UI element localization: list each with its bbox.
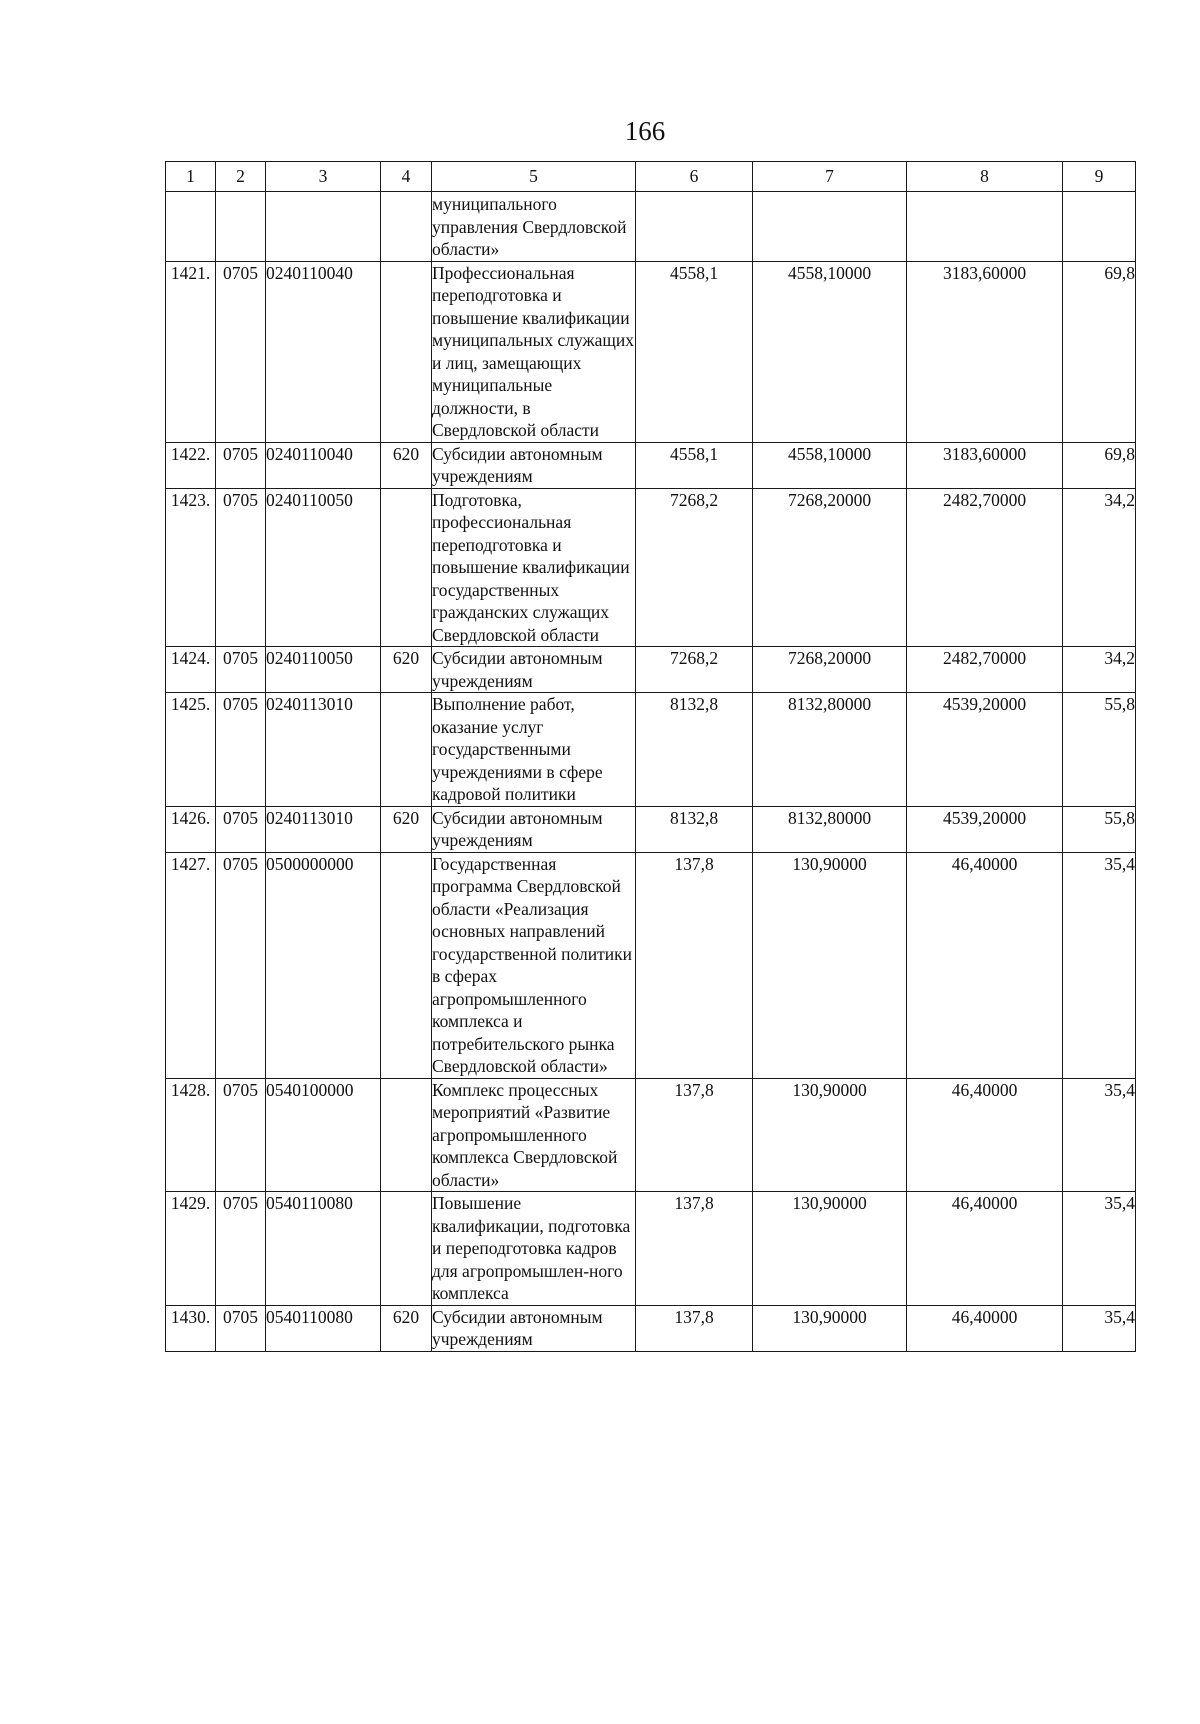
table-row	[166, 1305, 1136, 1351]
cell-num: 1428.	[166, 1078, 216, 1192]
cell-num	[166, 192, 216, 262]
table-row	[166, 1078, 1136, 1192]
cell-v8: 2482,70000	[907, 488, 1063, 647]
header-cell: 8	[907, 162, 1063, 192]
cell-v6: 137,8	[636, 852, 753, 1078]
table-row	[166, 261, 1136, 442]
cell-csr: 0240110050	[266, 488, 381, 647]
cell-razdel: 0705	[216, 261, 266, 442]
cell-v6: 7268,2	[636, 488, 753, 647]
cell-v8: 46,40000	[907, 1192, 1063, 1306]
cell-v6: 4558,1	[636, 442, 753, 488]
cell-v6: 8132,8	[636, 693, 753, 807]
cell-csr: 0240110050	[266, 647, 381, 693]
page-number: 166	[624, 116, 666, 146]
header-cell: 3	[266, 162, 381, 192]
cell-v9: 69,8	[1063, 261, 1136, 442]
cell-vr: 620	[381, 647, 432, 693]
cell-v6: 7268,2	[636, 647, 753, 693]
cell-vr	[381, 1192, 432, 1306]
cell-name: Комплекс процессных мероприятий «Развитие агропромышленного комплекса Свердловской области»	[432, 1078, 636, 1192]
cell-v6: 137,8	[636, 1078, 753, 1192]
cell-v7: 7268,20000	[753, 488, 907, 647]
cell-v6: 137,8	[636, 1192, 753, 1306]
cell-name: Субсидии автономным учреждениям	[432, 647, 636, 693]
cell-v7: 4558,10000	[753, 442, 907, 488]
cell-v8: 2482,70000	[907, 647, 1063, 693]
cell-razdel: 0705	[216, 1305, 266, 1351]
cell-name: Субсидии автономным учреждениям	[432, 806, 636, 852]
cell-vr: 620	[381, 1305, 432, 1351]
cell-v9: 35,4	[1063, 1305, 1136, 1351]
cell-v7: 4558,10000	[753, 261, 907, 442]
cell-v9: 55,8	[1063, 693, 1136, 807]
cell-v9: 69,8	[1063, 442, 1136, 488]
cell-csr: 0240110040	[266, 442, 381, 488]
cell-num: 1425.	[166, 693, 216, 807]
cell-razdel: 0705	[216, 1078, 266, 1192]
header-row	[166, 162, 1136, 192]
cell-v9: 35,4	[1063, 1192, 1136, 1306]
table-row	[166, 488, 1136, 647]
cell-csr: 0240113010	[266, 806, 381, 852]
cell-csr: 0540100000	[266, 1078, 381, 1192]
cell-vr	[381, 1078, 432, 1192]
cell-razdel: 0705	[216, 442, 266, 488]
cell-razdel: 0705	[216, 852, 266, 1078]
cell-v9: 35,4	[1063, 1078, 1136, 1192]
cell-csr: 0540110080	[266, 1192, 381, 1306]
cell-num: 1429.	[166, 1192, 216, 1306]
cell-v7: 130,90000	[753, 1192, 907, 1306]
budget-table	[165, 161, 1136, 1352]
table-row	[166, 442, 1136, 488]
cell-csr	[266, 192, 381, 262]
header-cell: 9	[1063, 162, 1136, 192]
cell-v8: 3183,60000	[907, 261, 1063, 442]
cell-vr: 620	[381, 806, 432, 852]
cell-razdel: 0705	[216, 693, 266, 807]
cell-name: Подготовка, профессиональная переподготовка и повышение квалификации государственных гражданских служащих Свердловской области	[432, 488, 636, 647]
cell-csr: 0540110080	[266, 1305, 381, 1351]
cell-name: Повышение квалификации, подготовка и переподготовка кадров для агропромышлен-ного комплекса	[432, 1192, 636, 1306]
cell-v8: 4539,20000	[907, 806, 1063, 852]
cell-vr	[381, 852, 432, 1078]
cell-vr	[381, 488, 432, 647]
cell-razdel: 0705	[216, 1192, 266, 1306]
header-cell: 1	[166, 162, 216, 192]
cell-name: Государственная программа Свердловской области «Реализация основных направлений государственной политики в сферах агропромышленного комплекса и потребительского рынка Свердловской области»	[432, 852, 636, 1078]
cell-v7	[753, 192, 907, 262]
cell-csr: 0240110040	[266, 261, 381, 442]
header-cell: 5	[432, 162, 636, 192]
cell-v8: 46,40000	[907, 1078, 1063, 1192]
header-cell: 4	[381, 162, 432, 192]
cell-name: муниципального управления Свердловской области»	[432, 192, 636, 262]
cell-v8: 4539,20000	[907, 693, 1063, 807]
cell-razdel: 0705	[216, 647, 266, 693]
cell-num: 1426.	[166, 806, 216, 852]
header-cell: 2	[216, 162, 266, 192]
cell-v7: 7268,20000	[753, 647, 907, 693]
table-row	[166, 693, 1136, 807]
table-row	[166, 852, 1136, 1078]
cell-v6: 137,8	[636, 1305, 753, 1351]
cell-v9: 55,8	[1063, 806, 1136, 852]
cell-razdel: 0705	[216, 488, 266, 647]
cell-vr: 620	[381, 442, 432, 488]
cell-v7: 130,90000	[753, 852, 907, 1078]
cell-v9: 35,4	[1063, 852, 1136, 1078]
cell-num: 1424.	[166, 647, 216, 693]
cell-num: 1422.	[166, 442, 216, 488]
cell-csr: 0500000000	[266, 852, 381, 1078]
cell-num: 1427.	[166, 852, 216, 1078]
cell-v9	[1063, 192, 1136, 262]
cell-v7: 8132,80000	[753, 806, 907, 852]
cell-v7: 8132,80000	[753, 693, 907, 807]
continuation-row	[166, 192, 1136, 262]
table-row	[166, 1192, 1136, 1306]
cell-v8	[907, 192, 1063, 262]
table-row	[166, 647, 1136, 693]
cell-vr	[381, 261, 432, 442]
cell-v6	[636, 192, 753, 262]
cell-v9: 34,2	[1063, 488, 1136, 647]
cell-name: Субсидии автономным учреждениям	[432, 1305, 636, 1351]
cell-v7: 130,90000	[753, 1305, 907, 1351]
table-row	[166, 806, 1136, 852]
cell-v6: 4558,1	[636, 261, 753, 442]
header-cell: 6	[636, 162, 753, 192]
cell-vr	[381, 192, 432, 262]
cell-num: 1421.	[166, 261, 216, 442]
header-cell: 7	[753, 162, 907, 192]
cell-v8: 46,40000	[907, 1305, 1063, 1351]
cell-v8: 3183,60000	[907, 442, 1063, 488]
cell-vr	[381, 693, 432, 807]
cell-razdel	[216, 192, 266, 262]
cell-num: 1423.	[166, 488, 216, 647]
cell-razdel: 0705	[216, 806, 266, 852]
cell-v9: 34,2	[1063, 647, 1136, 693]
cell-v8: 46,40000	[907, 852, 1063, 1078]
cell-name: Профессиональная переподготовка и повышение квалификации муниципальных служащих и лиц, замещающих муниципальные должности, в Свердловской области	[432, 262, 635, 440]
cell-v7: 130,90000	[753, 1078, 907, 1192]
cell-csr: 0240113010	[266, 693, 381, 807]
cell-name: Субсидии автономным учреждениям	[432, 442, 636, 488]
cell-v6: 8132,8	[636, 806, 753, 852]
cell-name: Выполнение работ, оказание услуг государственными учреждениями в сфере кадровой политики	[432, 693, 636, 807]
cell-num: 1430.	[166, 1305, 216, 1351]
